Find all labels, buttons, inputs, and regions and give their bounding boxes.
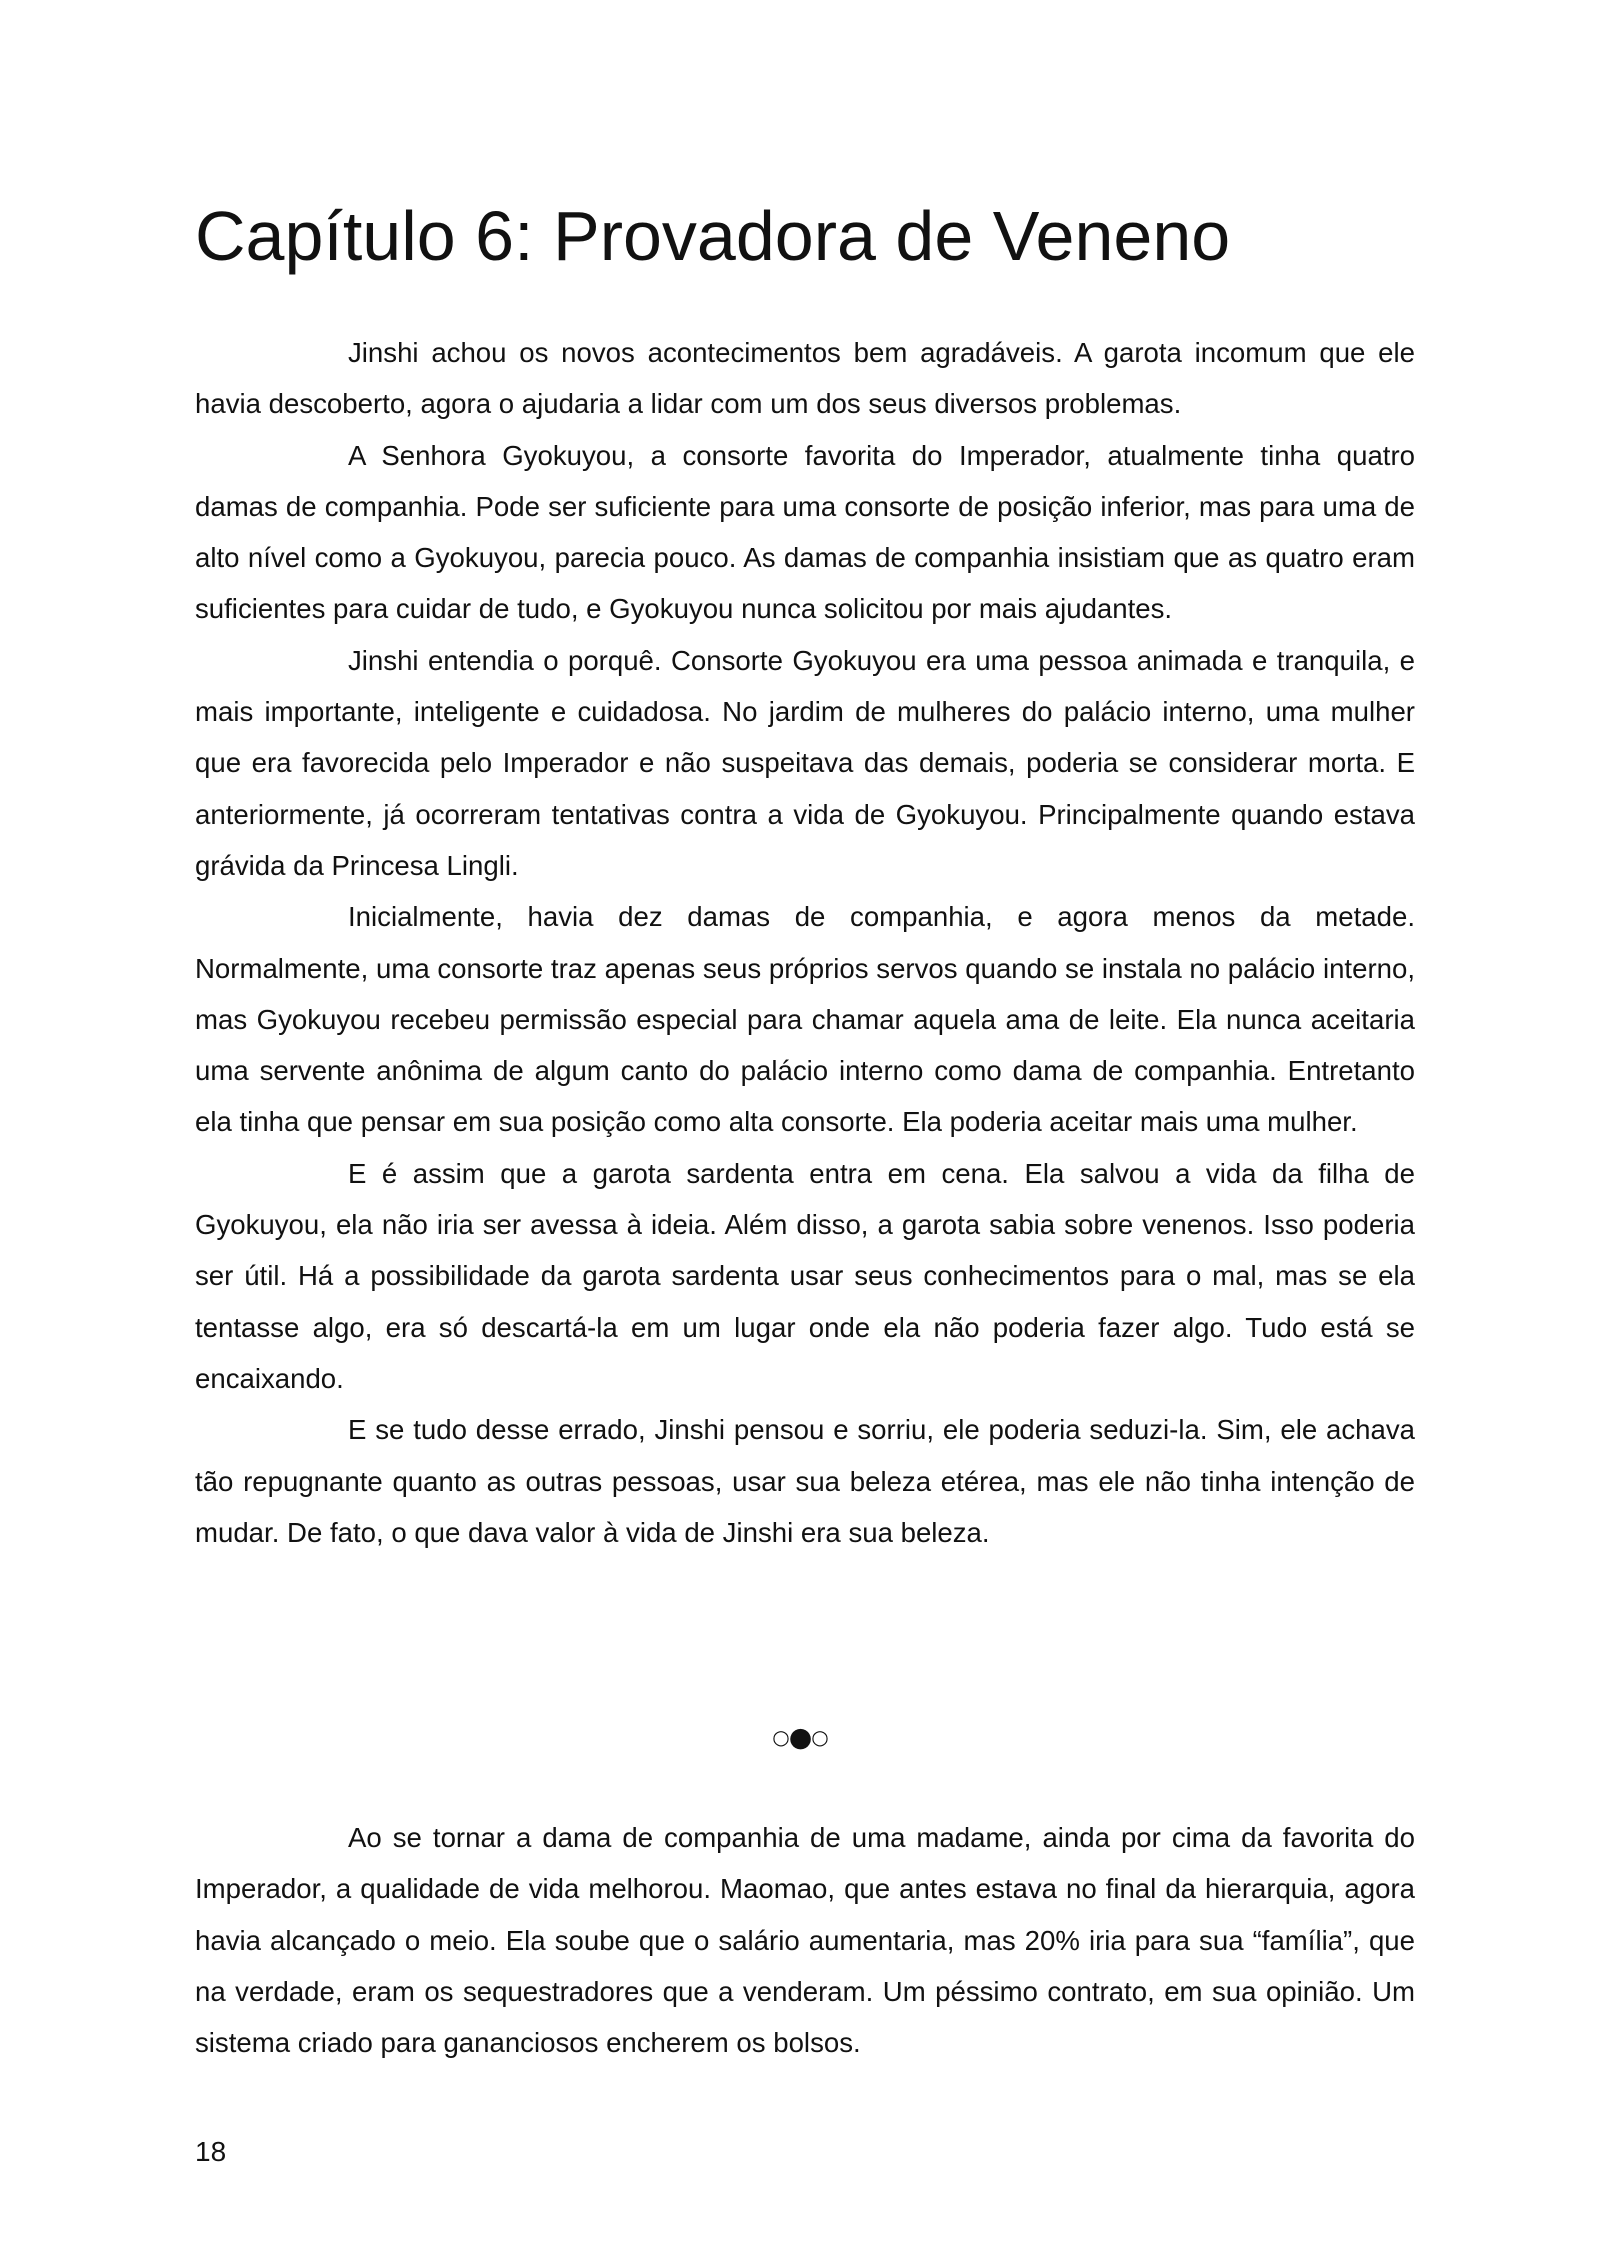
separator-left-circle-icon: ○ (772, 1725, 789, 1749)
paragraph: A Senhora Gyokuyou, a consorte favorita do Imperador, atualmente tinha quatro damas de companhia. Pode ser suficiente para uma consorte de posição inferior, mas para uma de alto nível como a Gyokuyou, parecia pouco. As damas de companhia insistiam que as quatro eram suficientes para cuidar de tudo, e Gyokuyou nunca solicitou por mais ajudantes. (195, 439, 1415, 625)
paragraph: Jinshi entendia o porquê. Consorte Gyokuyou era uma pessoa animada e tranquila, e mais importante, inteligente e cuidadosa. No jardim de mulheres do palácio interno, uma mulher que era favorecida pelo Imperador e não suspeitava das demais, poderia se considerar morta. E anteriormente, já ocorreram tentativas contra a vida de Gyokuyou. Principalmente quando estava grávida da Princesa Lingli. (195, 644, 1415, 881)
separator-right-circle-icon: ○ (811, 1725, 828, 1749)
paragraph: Inicialmente, havia dez damas de companhia, e agora menos da metade. Normalmente, uma consorte traz apenas seus próprios servos quando se instala no palácio interno, mas Gyokuyou recebeu permissão especial para chamar aquela ama de leite. Ela nunca aceitaria uma servente anônima de algum canto do palácio interno como dama de companhia. Entretanto ela tinha que pensar em sua posição como alta consorte. Ela poderia aceitar mais uma mulher. (195, 901, 1415, 1138)
paragraph: E é assim que a garota sardenta entra em cena. Ela salvou a vida da filha de Gyokuyou, ela não iria ser avessa à ideia. Além disso, a garota sabia sobre venenos. Isso poderia ser útil. Há a possibilidade da garota sardenta usar seus conhecimentos para o mal, mas se ela tentasse algo, era só descartá-la em um lugar onde ela não poderia fazer algo. Tudo está se encaixando. (195, 1157, 1415, 1394)
paragraph: E se tudo desse errado, Jinshi pensou e sorriu, ele poderia seduzi-la. Sim, ele achava tão repugnante quanto as outras pessoas, usar sua beleza etérea, mas ele não tinha intenção de mudar. De fato, o que dava valor à vida de Jinshi era sua beleza. (195, 1414, 1415, 1548)
page-number: 18 (195, 2136, 227, 2167)
paragraph: Jinshi achou os novos acontecimentos bem agradáveis. A garota incomum que ele havia descoberto, agora o ajudaria a lidar com um dos seus diversos problemas. (195, 337, 1415, 420)
chapter-title: Capítulo 6: Provadora de Veneno (195, 197, 1231, 275)
chapter-body-section-2 (195, 1812, 1415, 2068)
separator-center-dot-icon: ● (788, 1722, 812, 1753)
paragraph: Ao se tornar a dama de companhia de uma madame, ainda por cima da favorita do Imperador, a qualidade de vida melhorou. Maomao, que antes estava no final da hierarquia, agora havia alcançado o meio. Ela soube que o salário aumentaria, mas 20% iria para sua “família”, que na verdade, eram os sequestradores que a venderam. Um péssimo contrato, em sua opinião. Um sistema criado para gananciosos encherem os bolsos. (195, 1822, 1415, 2059)
chapter-body-section-1 (195, 327, 1415, 1558)
scene-break-separator (0, 1711, 1600, 1764)
